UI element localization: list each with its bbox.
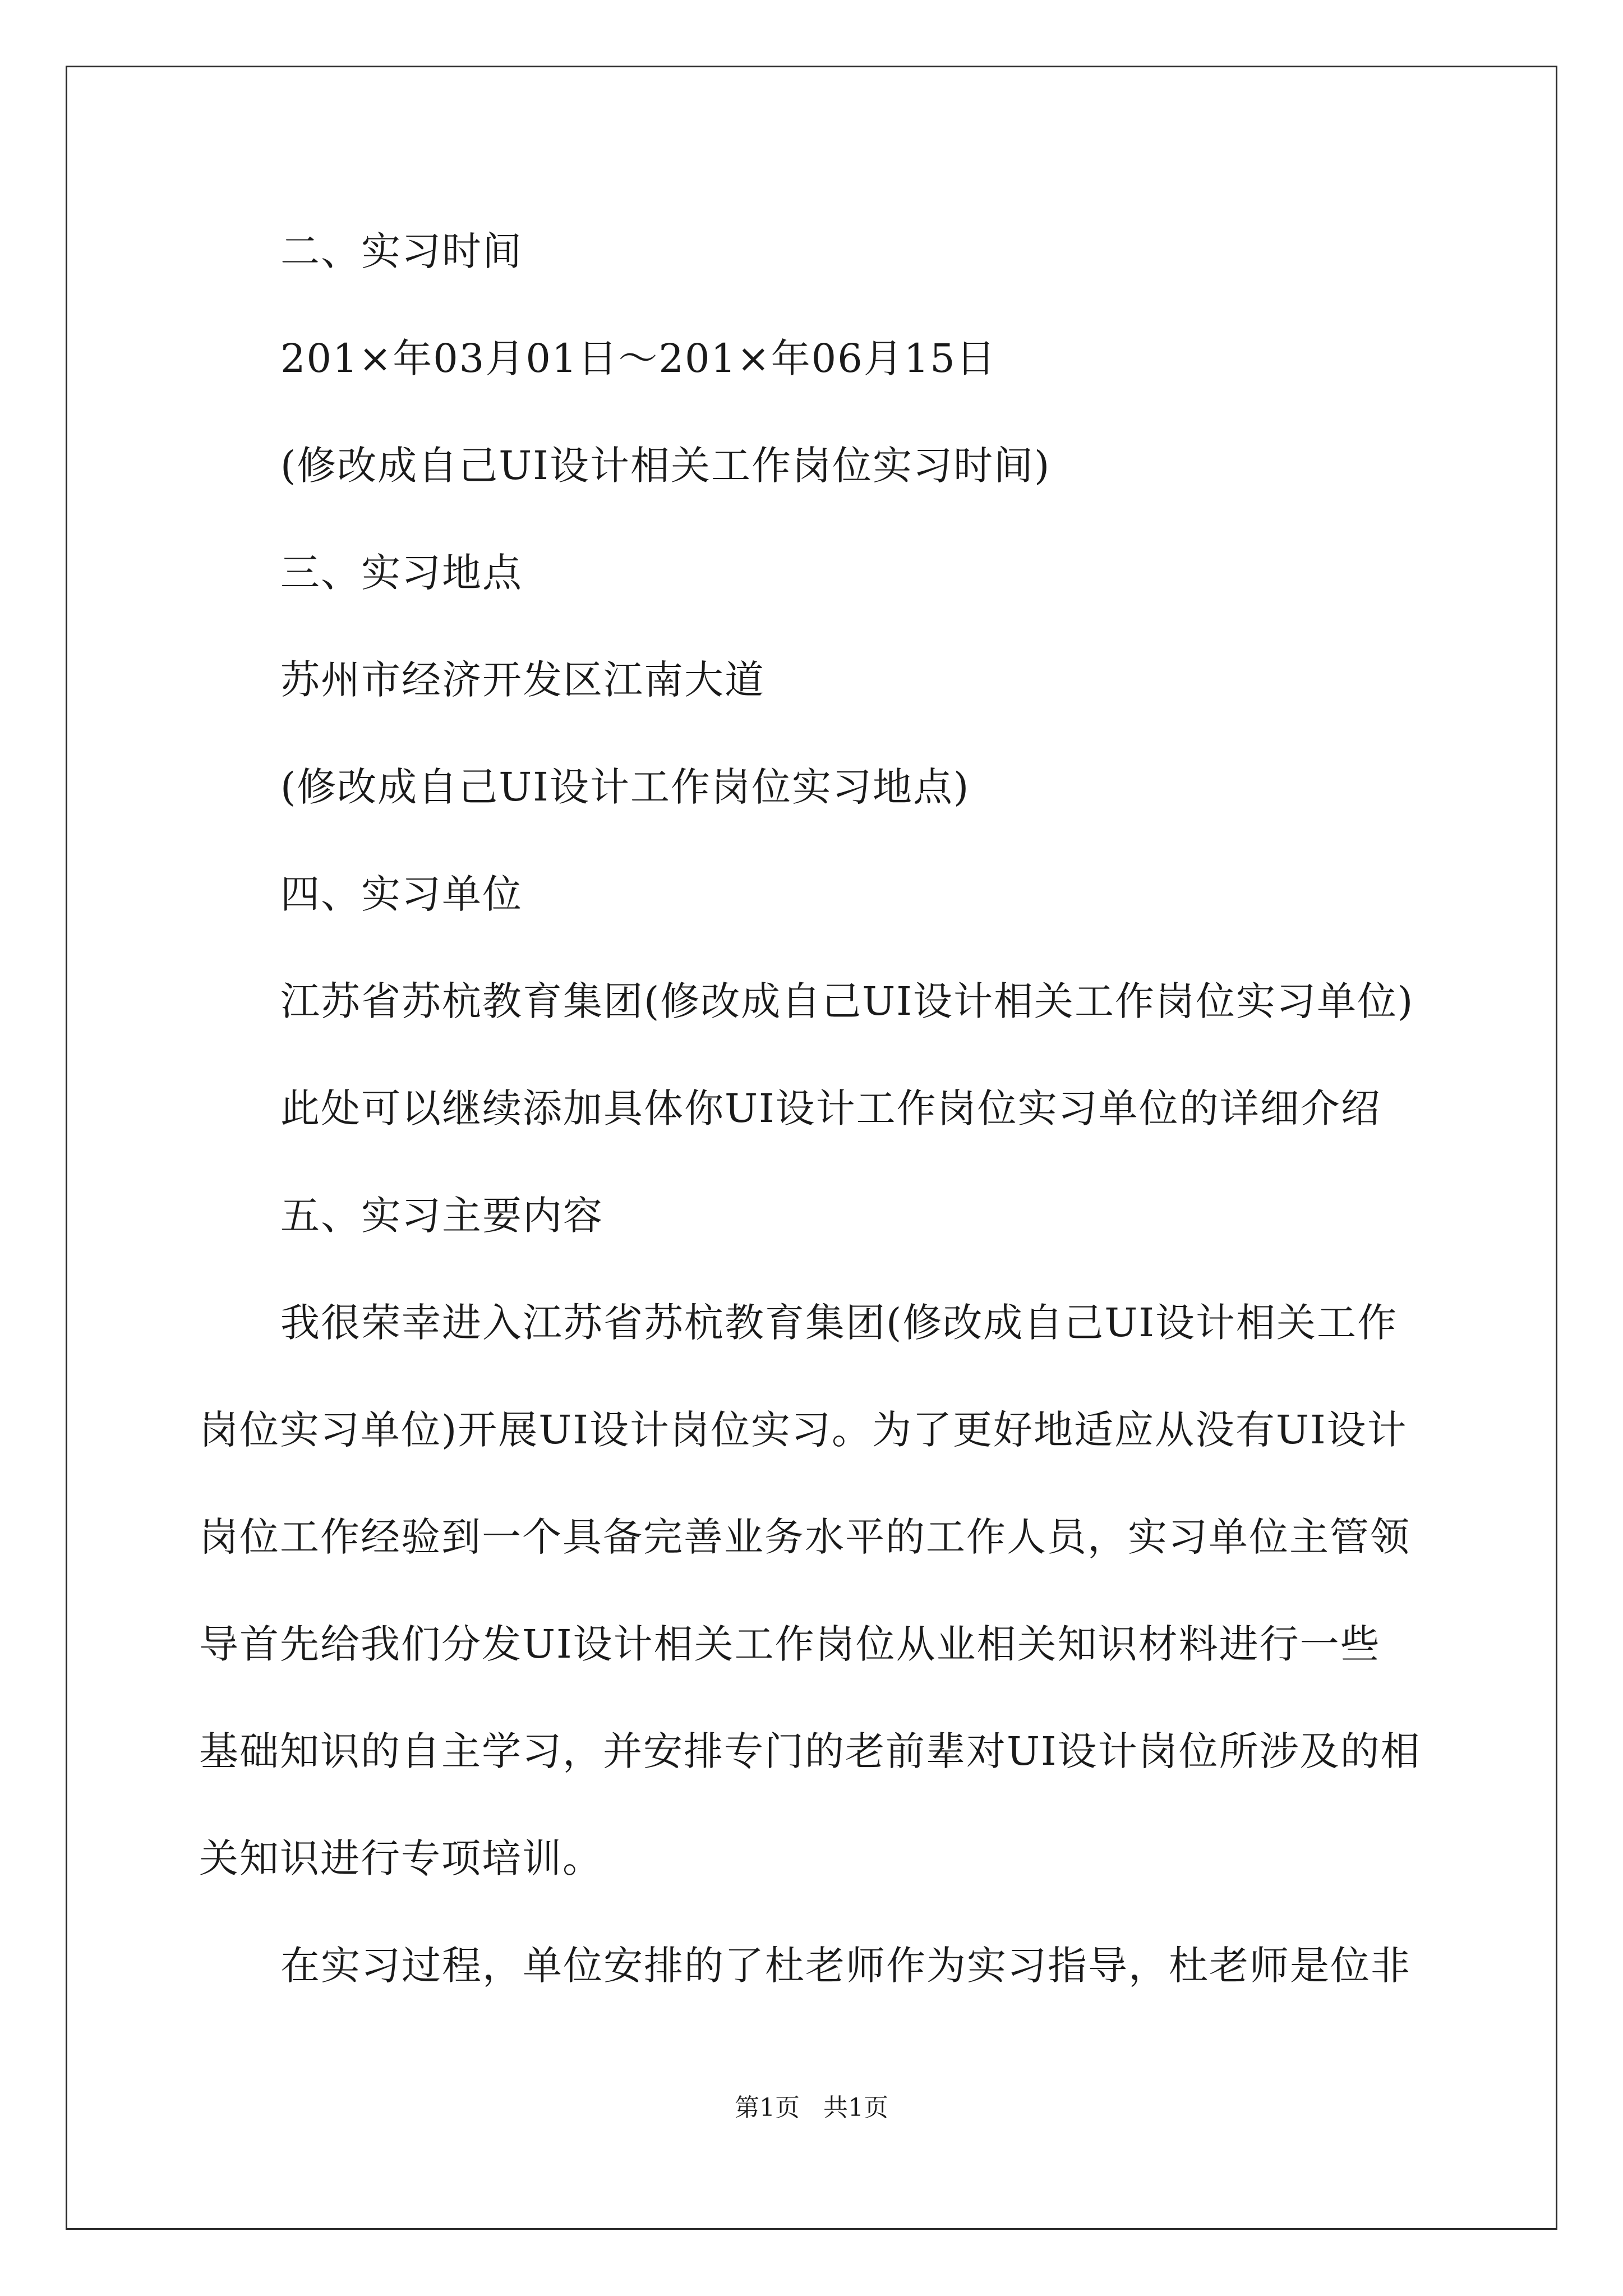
page-number-footer: 第1页 共1页 — [735, 2093, 888, 2122]
paragraph-line: 基础知识的自主学习，并安排专门的老前辈对UI设计岗位所涉及的相 — [199, 1728, 1421, 1774]
location-note: (修改成自己UI设计工作岗位实习地点) — [280, 764, 970, 810]
paragraph-line: 岗位工作经验到一个具备完善业务水平的工作人员，实习单位主管领 — [199, 1514, 1410, 1560]
internship-unit: 江苏省苏杭教育集团(修改成自己UI设计相关工作岗位实习单位) — [280, 978, 1414, 1024]
section-heading-content: 五、实习主要内容 — [280, 1193, 603, 1239]
section-heading-time: 二、实习时间 — [280, 228, 523, 274]
internship-location: 苏州市经济开发区江南大道 — [280, 657, 765, 703]
paragraph-line: 关知识进行专项培训。 — [199, 1835, 603, 1881]
paragraph-line: 在实习过程，单位安排的了杜老师作为实习指导，杜老师是位非 — [280, 1943, 1411, 1989]
paragraph-line: 岗位实习单位)开展UI设计岗位实习。为了更好地适应从没有UI设计 — [199, 1407, 1408, 1453]
paragraph-line: 导首先给我们分发UI设计相关工作岗位从业相关知识材料进行一些 — [199, 1621, 1381, 1667]
time-note: (修改成自己UI设计相关工作岗位实习时间) — [280, 443, 1051, 489]
section-heading-location: 三、实习地点 — [280, 550, 523, 596]
internship-dates: 201×年03月01日～201×年06月15日 — [280, 335, 997, 381]
section-heading-unit: 四、实习单位 — [280, 871, 523, 917]
paragraph-line: 我很荣幸进入江苏省苏杭教育集团(修改成自己UI设计相关工作 — [280, 1300, 1398, 1346]
unit-note: 此处可以继续添加具体你UI设计工作岗位实习单位的详细介绍 — [280, 1085, 1381, 1131]
